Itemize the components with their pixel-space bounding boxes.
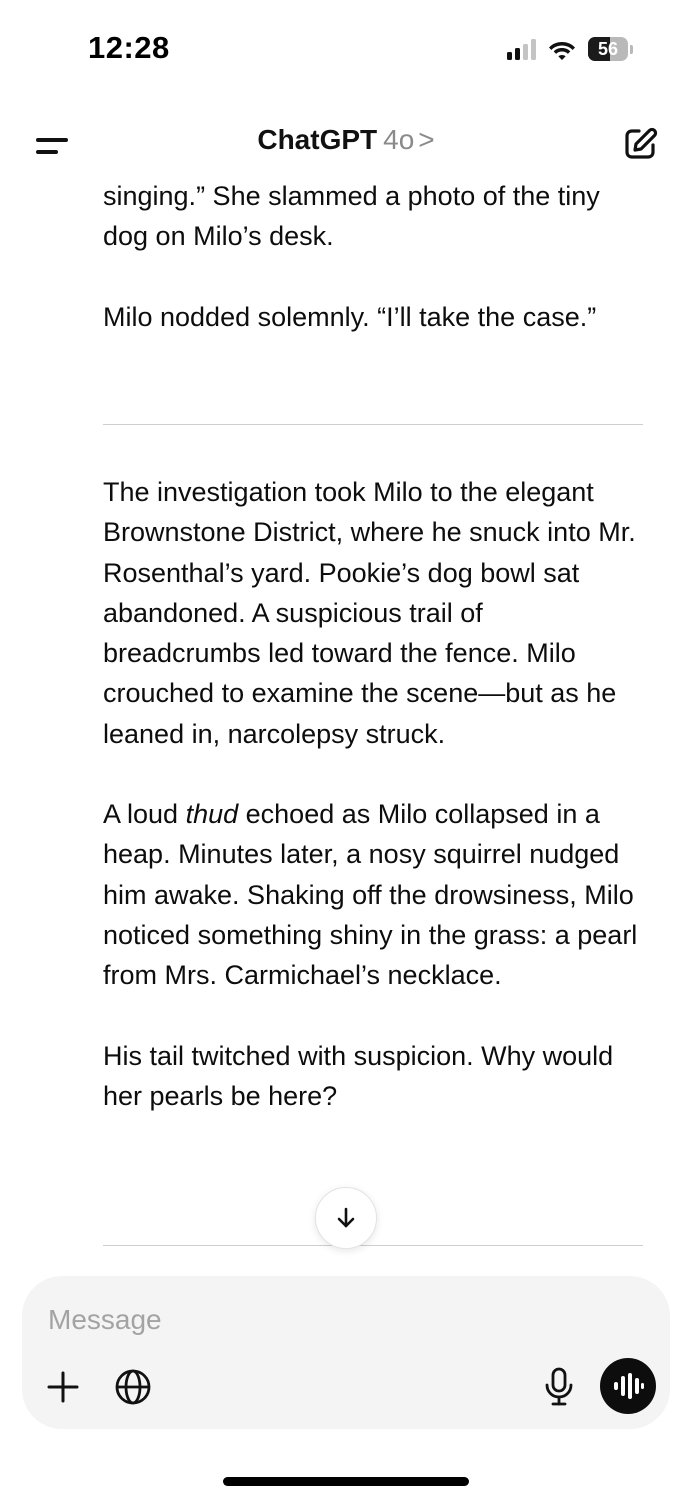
- message-paragraph: His tail twitched with suspicion. Why would her pearls be here?: [103, 1040, 614, 1111]
- home-indicator: [223, 1477, 469, 1486]
- dictate-button[interactable]: [538, 1366, 580, 1408]
- message-input[interactable]: Message: [48, 1304, 162, 1335]
- assistant-message-top: [103, 176, 643, 337]
- message-paragraph: singing.” She slammed a photo of the tiny dog on Milo’s desk.: [103, 181, 600, 252]
- model-name: 4o: [383, 124, 415, 155]
- message-paragraph: [103, 794, 643, 995]
- voice-mode-icon: [612, 1372, 644, 1400]
- microphone-icon: [543, 1367, 575, 1407]
- globe-icon: [114, 1368, 152, 1406]
- battery-icon: [588, 36, 634, 62]
- message-paragraph: Milo nodded solemnly. “I’ll take the case.”: [103, 301, 597, 332]
- status-bar: [0, 0, 692, 100]
- wifi-icon: [548, 38, 576, 60]
- paragraph-text: echoed as Milo collapsed in a heap. Minutes later, a nosy squirrel nudged him awake. Shaking off the drowsiness, Milo noticed something shiny in the grass: a pearl from Mrs. Carmichael’s necklace.: [103, 799, 638, 991]
- section-divider: [103, 424, 643, 425]
- app-title: ChatGPT: [257, 124, 378, 155]
- message-composer: [22, 1276, 670, 1429]
- status-icons: [507, 36, 634, 62]
- plus-icon: [46, 1370, 80, 1404]
- scroll-to-bottom-button[interactable]: [315, 1187, 377, 1249]
- compose-icon: [622, 126, 658, 162]
- arrow-down-icon: [333, 1205, 359, 1231]
- new-chat-button[interactable]: [622, 126, 658, 162]
- message-paragraph: The investigation took Milo to the elegant Brownstone District, where he snuck into Mr. Rosenthal’s yard. Pookie’s dog bowl sat abandoned. A suspicious trail of breadcrumbs led toward the fence. Milo crouched to examine the scene—but as he leaned in, narcolepsy struck.: [103, 477, 636, 749]
- web-search-button[interactable]: [112, 1366, 154, 1408]
- voice-mode-button[interactable]: [600, 1358, 656, 1414]
- emphasis-text: thud: [185, 799, 239, 830]
- assistant-message-body: [103, 472, 643, 1116]
- signal-icon: [507, 38, 536, 60]
- section-divider: [103, 1245, 643, 1246]
- chat-header: [0, 112, 692, 176]
- status-time: 12:28: [88, 30, 170, 65]
- battery-level: 56: [597, 38, 619, 59]
- paragraph-text: A loud: [103, 799, 186, 830]
- model-selector[interactable]: [0, 124, 692, 156]
- add-attachment-button[interactable]: [42, 1366, 84, 1408]
- chevron-right-icon: >: [418, 124, 435, 155]
